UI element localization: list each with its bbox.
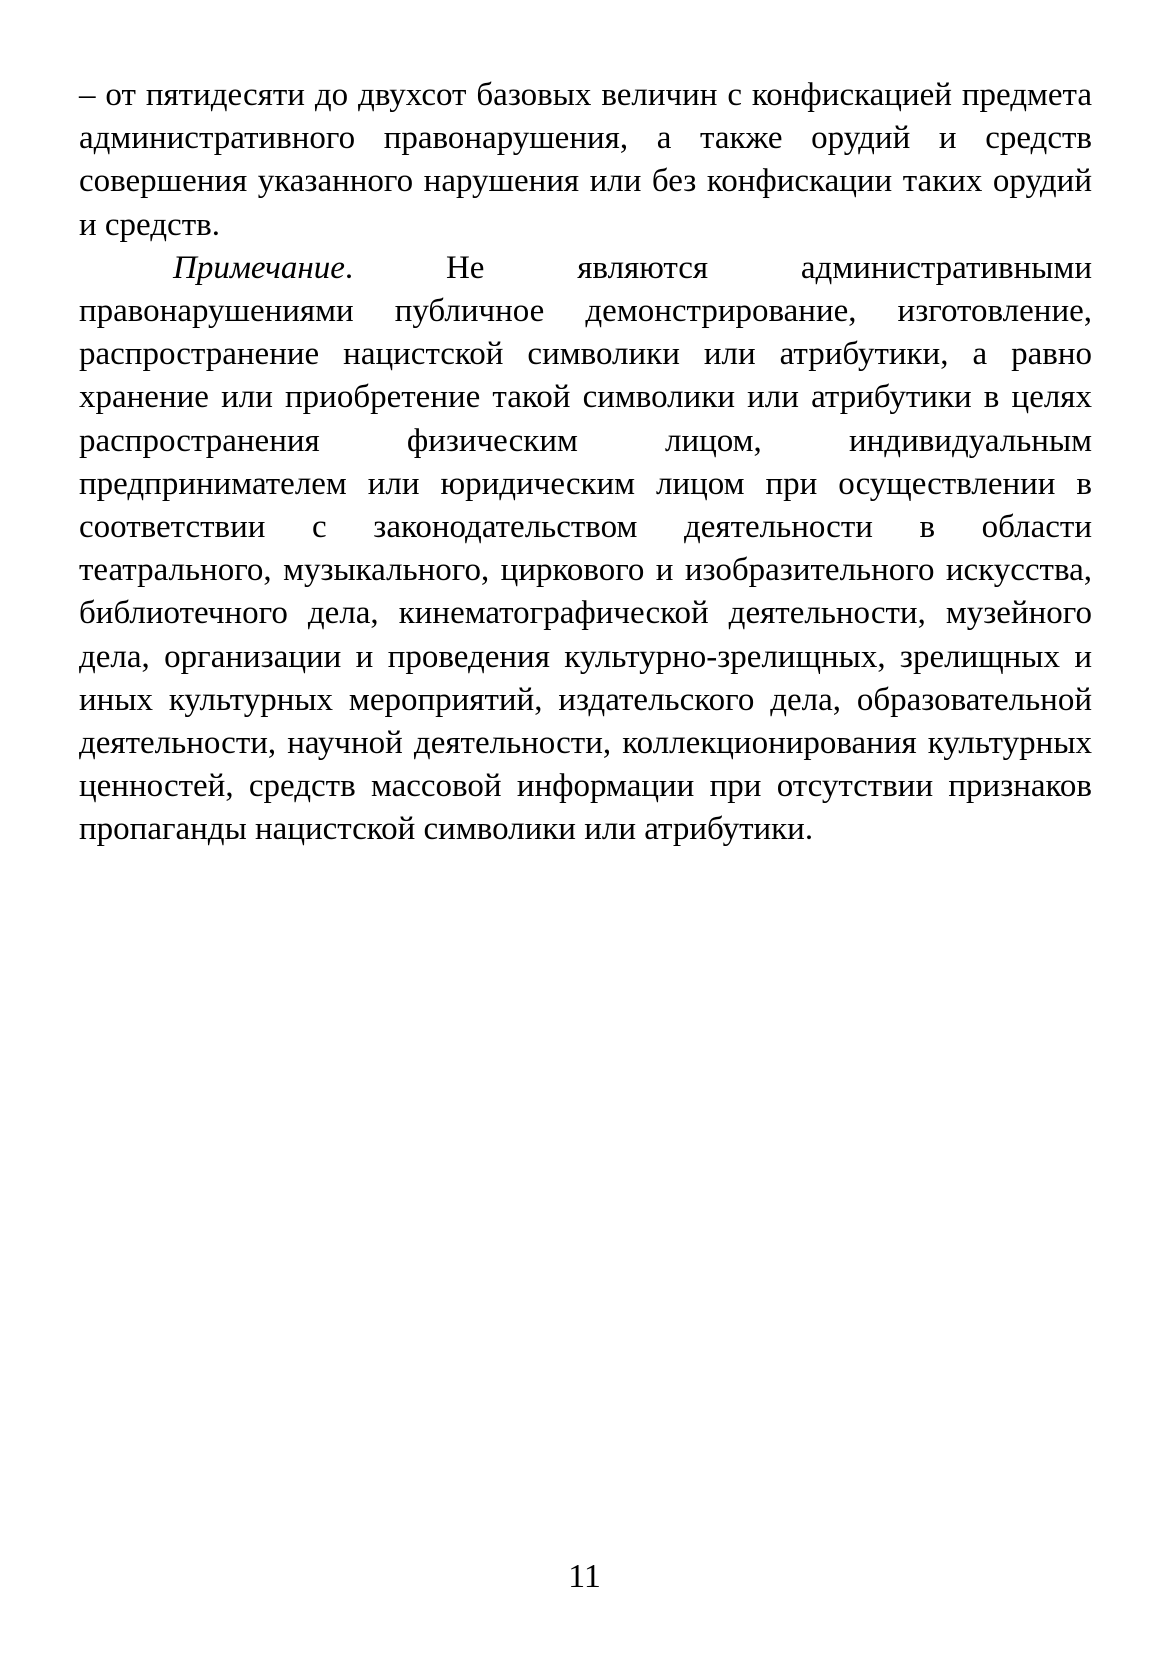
- penalty-paragraph: – от пятидесяти до двухсот базовых величин с конфискацией предмета административного правонарушения, а также орудий и средств совершения указанного нарушения или без конфискации таких орудий и средств.: [79, 77, 1092, 243]
- note-label: Примечание: [173, 249, 345, 286]
- note-text: . Не являются административными правонарушениями публичное демонстрирование, изготовление, распространение нацистской символики или атрибутики, а равно хранение или приобретение такой символики или атрибутики в целях распространения физическим лицом, индивидуальным предпринимателем или юридическим лицом при осуществлении в соответствии с законодательством деятельности в области театрального, музыкального, циркового и изобразительного искусства, библиотечного дела, кинематографической деятельности, музейного дела, организации и проведения культурно-зрелищных, зрелищных и иных культурных мероприятий, издательского дела, образовательной деятельности, научной деятельности, коллекционирования культурных ценностей, средств массовой информации при отсутствии признаков пропаганды нацистской символики или атрибутики.: [79, 249, 1092, 848]
- note-paragraph: [79, 247, 1092, 852]
- body-text: [79, 74, 1092, 852]
- page-number: 11: [568, 1558, 601, 1595]
